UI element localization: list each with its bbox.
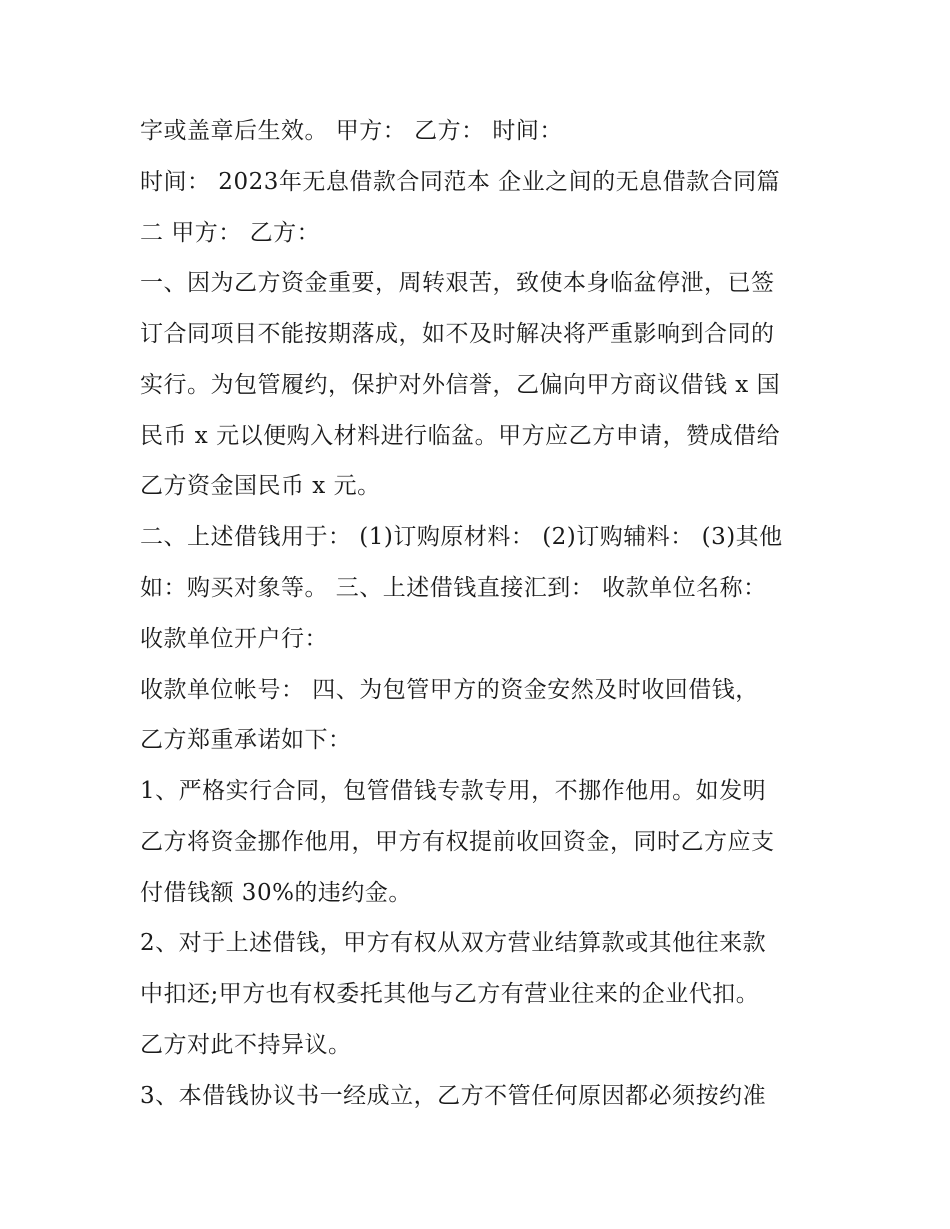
text-line-7: 民币 x 元以便购入材料进行临盆。甲方应乙方申请，赞成借给 (140, 423, 781, 449)
text-line-20: 3、本借钱协议书一经成立，乙方不管任何原因都必须按约准 (140, 1083, 767, 1109)
text-line-18: 中扣还;甲方也有权委托其他与乙方有营业往来的企业代扣。 (140, 981, 760, 1007)
text-line-19: 乙方对此不持异议。 (140, 1032, 352, 1058)
text-line-5: 订合同项目不能按期落成，如不及时解决将严重影响到合同的 (140, 321, 775, 347)
text-line-2: 时间： 2023年无息借款合同范本 企业之间的无息借款合同篇 (140, 169, 781, 195)
text-line-13: 乙方郑重承诺如下： (140, 727, 352, 753)
text-line-1: 字或盖章后生效。 甲方： 乙方： 时间： (140, 118, 563, 144)
text-line-16: 付借钱额 30%的违约金。 (140, 880, 412, 906)
text-line-15: 乙方将资金挪作他用，甲方有权提前收回资金，同时乙方应支 (140, 829, 775, 855)
text-line-3: 二 甲方： 乙方： (140, 220, 321, 246)
text-line-10: 如：购买对象等。 三、上述借钱直接汇到： 收款单位名称： (140, 575, 767, 601)
text-line-14: 1、严格实行合同，包管借钱专款专用，不挪作他用。如发明 (140, 778, 767, 804)
text-line-17: 2、对于上述借钱，甲方有权从双方营业结算款或其他往来款 (140, 930, 767, 956)
text-line-9: 二、上述借钱用于： (1)订购原材料： (2)订购辅料： (3)其他 (140, 524, 783, 550)
text-line-8: 乙方资金国民币 x 元。 (140, 473, 381, 499)
text-line-12: 收款单位帐号： 四、为包管甲方的资金安然及时收回借钱， (140, 677, 759, 703)
text-line-6: 实行。为包管履约，保护对外信誉，乙偏向甲方商议借钱 x 国 (140, 372, 781, 398)
text-line-4: 一、因为乙方资金重要，周转艰苦，致使本身临盆停泄，已签 (140, 270, 775, 296)
text-line-11: 收款单位开户行： (140, 626, 328, 652)
